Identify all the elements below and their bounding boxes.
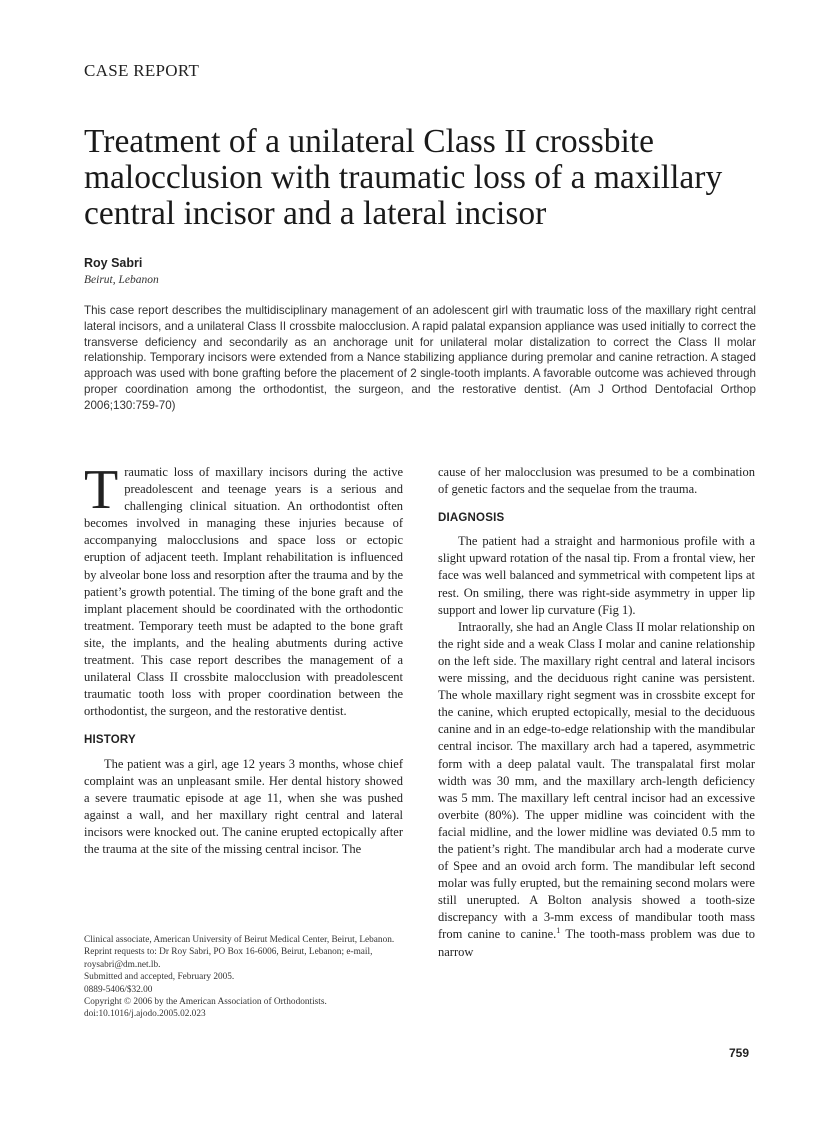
diagnosis-paragraph-1: The patient had a straight and harmonious profile with a slight upward rotation of the nasal tip. From a frontal view, her face was well balanced and symmetrical with competent lips at rest. On smiling, there was right-side asymmetry in upper lip support and lower lip curvature (Fig 1).	[438, 534, 755, 617]
page-number: 759	[729, 1046, 750, 1060]
diagnosis-paragraph-2	[438, 619, 755, 961]
reference-superscript[interactable]: 1	[556, 926, 561, 936]
history-heading: HISTORY	[84, 734, 136, 747]
section-label: CASE REPORT	[84, 61, 200, 80]
left-column	[84, 459, 403, 858]
continuation-paragraph: cause of her malocclusion was presumed to be a combination of genetic factors and the sequelae from the trauma.	[438, 465, 755, 497]
footnote-issn: 0889-5406/$32.00	[84, 984, 153, 995]
drop-cap: T	[84, 459, 119, 521]
footnote-affiliation: Clinical associate, American University of Beirut Medical Center, Beirut, Lebanon.	[84, 935, 395, 945]
footnotes	[84, 934, 404, 1021]
intro-text: raumatic loss of maxillary incisors during the active preadolescent and teenage years is a serious and challenging clinical situation. An orthodontist often becomes involved in managing these injuries because of accompanying malocclusions and space loss or ectopic eruption of adjacent teeth. Implant rehabilitation is influenced by alveolar bone loss and resorption after the trauma and by the patient’s growth potential. The timing of the bone graft and the implant placement should be coordinated with the orthodontic treatment. Temporary teeth must be adapted to the bone graft site, the implants, and the healing abutments during active treatment. This case report describes the management of a unilateral Class II crossbite malocclusion with preadolescent traumatic tooth loss with proper coordination between the orthodontist, the surgeon, and the restorative dentist.	[84, 465, 403, 719]
footnote-submitted: Submitted and accepted, February 2005.	[84, 972, 235, 983]
diagnosis-p2-tail: The tooth-mass problem was due to narrow	[438, 927, 755, 959]
footnote-doi: doi:10.1016/j.ajodo.2005.02.023	[84, 1009, 206, 1020]
abstract: This case report describes the multidisciplinary management of an adolescent girl with traumatic loss of the maxillary right central lateral incisors, and a unilateral Class II crossbite malocclusion. A rapid palatal expansion appliance was used initially to correct the transverse deficiency and secondarily as an anchorage unit for unilateral molar distalization to correct the Class II molar relationship. Temporary incisors were extended from a Nance stabilizing appliance during premolar and canine retraction. A staged approach was used with bone grafting before the placement of 2 single-tooth implants. A favorable outcome was achieved through proper coordination among the orthodontist, the surgeon, and the restorative dentist. (Am J Orthod Dentofacial Orthop 2006;130:759-70)	[84, 304, 756, 412]
footnote-reprint: Reprint requests to: Dr Roy Sabri, PO Box 16-6006, Beirut, Lebanon; e-mail, roysabri@dm.net.lb.	[84, 947, 373, 970]
intro-paragraph	[84, 459, 403, 720]
right-column	[438, 464, 755, 961]
article-title: Treatment of a unilateral Class II crossbite malocclusion with traumatic loss of a maxillary central incisor and a lateral incisor	[84, 123, 723, 232]
history-paragraph: The patient was a girl, age 12 years 3 months, whose chief complaint was an unpleasant smile. Her dental history showed a severe traumatic episode at age 11, when she was pushed against a wall, and her maxillary right central and lateral incisors were knocked out. The canine erupted ectopically after the trauma at the site of the missing central incisor. The	[84, 756, 403, 856]
author-name: Roy Sabri	[84, 256, 143, 270]
author-affiliation: Beirut, Lebanon	[84, 274, 159, 286]
footnote-copyright: Copyright © 2006 by the American Association of Orthodontists.	[84, 997, 327, 1008]
diagnosis-heading: DIAGNOSIS	[438, 512, 505, 525]
diagnosis-p2-text: Intraorally, she had an Angle Class II molar relationship on the right side and a weak Class I molar and canine relationship on the left side. The maxillary right central and lateral incisors were missing, and the deciduous right canine was persistent. The whole maxillary right segment was in crossbite except for the canine, which erupted ectopically, mesial to the deciduous canine and in an edge-to-edge relationship with the mandibular central incisor. The maxillary arch had a tapered, asymmetric form with a deep palatal vault. The transpalatal first molar width was 30 mm, and the maxillary arch-length deficiency was 5 mm. The maxillary left central incisor had an excessive overbite (80%). The upper midline was coincident with the facial midline, and the lower midline was deviated 0.5 mm to the patient’s right. The mandibular arch had a moderate curve of Spee and an ovoid arch form. The mandibular left second molar was fully erupted, but the remaining second molars were still unerupted. A Bolton analysis showed a tooth-size discrepancy with a 3-mm excess of mandibular tooth mass from canine to canine.	[438, 619, 755, 942]
